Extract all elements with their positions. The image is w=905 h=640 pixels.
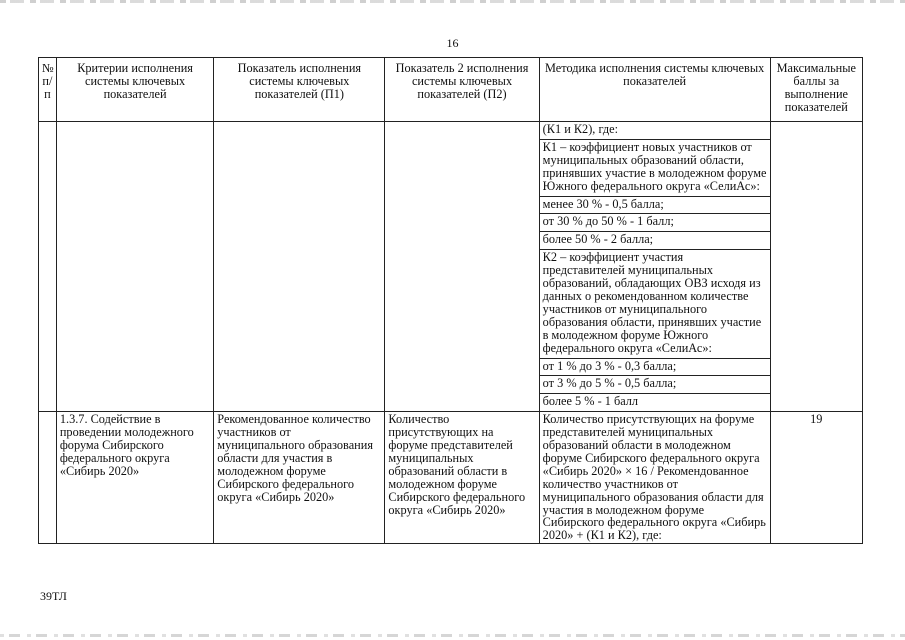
method-line: более 50 % - 2 балла; — [540, 231, 770, 249]
method-line: от 1 % до 3 % - 0,3 балла; — [540, 358, 770, 376]
header-indicator-p2: Показатель 2 исполнения системы ключевых показателей (П2) — [385, 58, 539, 122]
method-line: менее 30 % - 0,5 балла; — [540, 196, 770, 214]
cell-empty — [214, 122, 385, 412]
header-criteria: Критерии исполнения системы ключевых показателей — [56, 58, 213, 122]
cell-empty — [770, 122, 862, 412]
table-header-row — [39, 58, 863, 122]
method-line: от 3 % до 5 % - 0,5 балла; — [540, 375, 770, 393]
table-row-1-3-7 — [39, 412, 863, 544]
cell-number — [39, 412, 57, 544]
cell-method: Количество присутствующих на форуме представителей муниципальных образований области в молодежном форуме Сибирского федерального округа «Сибирь 2020» × 16 / Рекомендованное количество участников от муниципального образования области для участия в молодежном форуме Сибирского федерального округа «Сибирь 2020» + (К1 и К2), где: — [539, 412, 770, 544]
header-indicator-p1: Показатель исполнения системы ключевых показателей (П1) — [214, 58, 385, 122]
cell-indicator-p2: Количество присутствующих на форуме представителей муниципальных образований области в молодежном форуме Сибирского федерального округа «Сибирь 2020» — [385, 412, 539, 544]
method-line: от 30 % до 50 % - 1 балл; — [540, 213, 770, 231]
cell-empty — [385, 122, 539, 412]
cell-empty — [56, 122, 213, 412]
table-row-continuation — [39, 122, 863, 412]
method-line: более 5 % - 1 балл — [540, 393, 770, 411]
cell-max-points: 19 — [770, 412, 862, 544]
method-line: К2 – коэффициент участия представителей муниципальных образований, обладающих ОВЗ исходя из данных о рекомендованном количестве участников от муниципального образования области, принявших участие в молодежном форуме Южного федерального округа «СелиАс»: — [540, 249, 770, 357]
cell-empty — [39, 122, 57, 412]
method-line: (К1 и К2), где: — [542, 122, 619, 136]
scan-edge-top — [0, 0, 905, 3]
method-line: К1 – коэффициент новых участников от муниципальных образований области, принявших участие в молодежном форуме Южного федерального округа «СелиАс»: — [540, 139, 770, 196]
cell-indicator-p1: Рекомендованное количество участников от муниципального образования области для участия в молодежном форуме Сибирского федерального округа «Сибирь 2020» — [214, 412, 385, 544]
header-method: Методика исполнения системы ключевых показателей — [539, 58, 770, 122]
page-number: 16 — [446, 36, 459, 50]
cell-criterion: 1.3.7. Содействие в проведении молодежного форума Сибирского федерального округа «Сибирь 2020» — [56, 412, 213, 544]
criteria-table — [38, 57, 863, 544]
header-max-points: Максимальные баллы за выполнение показателей — [770, 58, 862, 122]
document-code: 39ТЛ — [40, 589, 67, 603]
scan-edge-bottom — [0, 634, 905, 637]
cell-method-continuation — [539, 122, 770, 412]
header-number: № п/п — [39, 58, 57, 122]
